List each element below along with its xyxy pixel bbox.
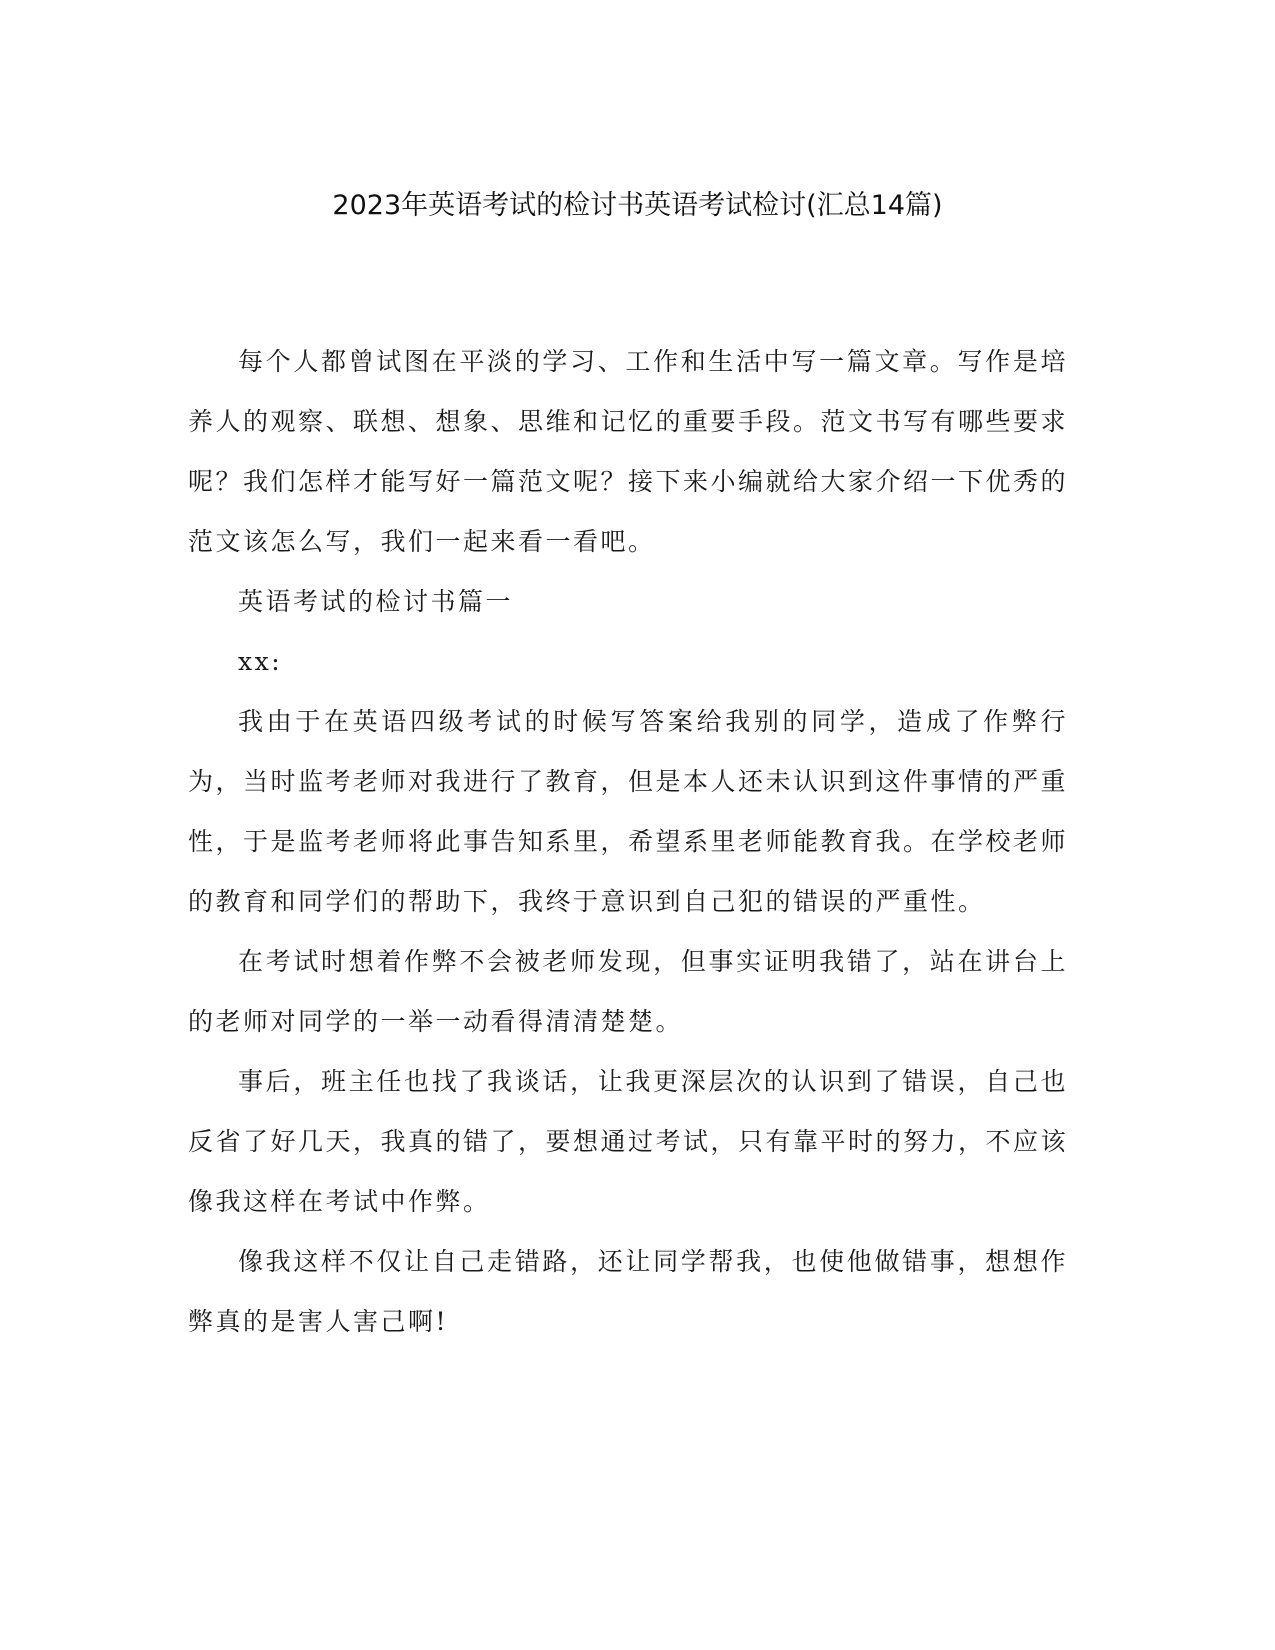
salutation: xx:: [238, 647, 283, 676]
document-title: 2023年英语考试的检讨书英语考试检讨(汇总14篇): [332, 190, 943, 221]
body-paragraph: 我由于在英语四级考试的时候写答案给我别的同学，造成了作弊行为，当时监考老师对我进行了教育，但是本人还未认识到这件事情的严重性，于是监考老师将此事告知系里，希望系里老师能教育我。在学校老师的教育和同学们的帮助下，我终于意识到自己犯的错误的严重性。: [188, 707, 1069, 916]
section-heading: 英语考试的检讨书篇一: [238, 587, 514, 616]
body-paragraph: 事后，班主任也找了我谈话，让我更深层次的认识到了错误，自己也反省了好几天，我真的错了，要想通过考试，只有靠平时的努力，不应该像我这样在考试中作弊。: [188, 1067, 1069, 1216]
body-paragraph: 像我这样不仅让自己走错路，还让同学帮我，也使他做错事，想想作弊真的是害人害己啊!: [188, 1247, 1068, 1336]
body-paragraph: 在考试时想着作弊不会被老师发现，但事实证明我错了，站在讲台上的老师对同学的一举一动看得清清楚楚。: [188, 947, 1068, 1036]
intro-paragraph: 每个人都曾试图在平淡的学习、工作和生活中写一篇文章。写作是培养人的观察、联想、想象、思维和记忆的重要手段。范文书写有哪些要求呢？我们怎样才能写好一篇范文呢？接下来小编就给大家介绍一下优秀的范文该怎么写，我们一起来看一看吧。: [188, 347, 1069, 556]
document-body: [188, 332, 1068, 1352]
